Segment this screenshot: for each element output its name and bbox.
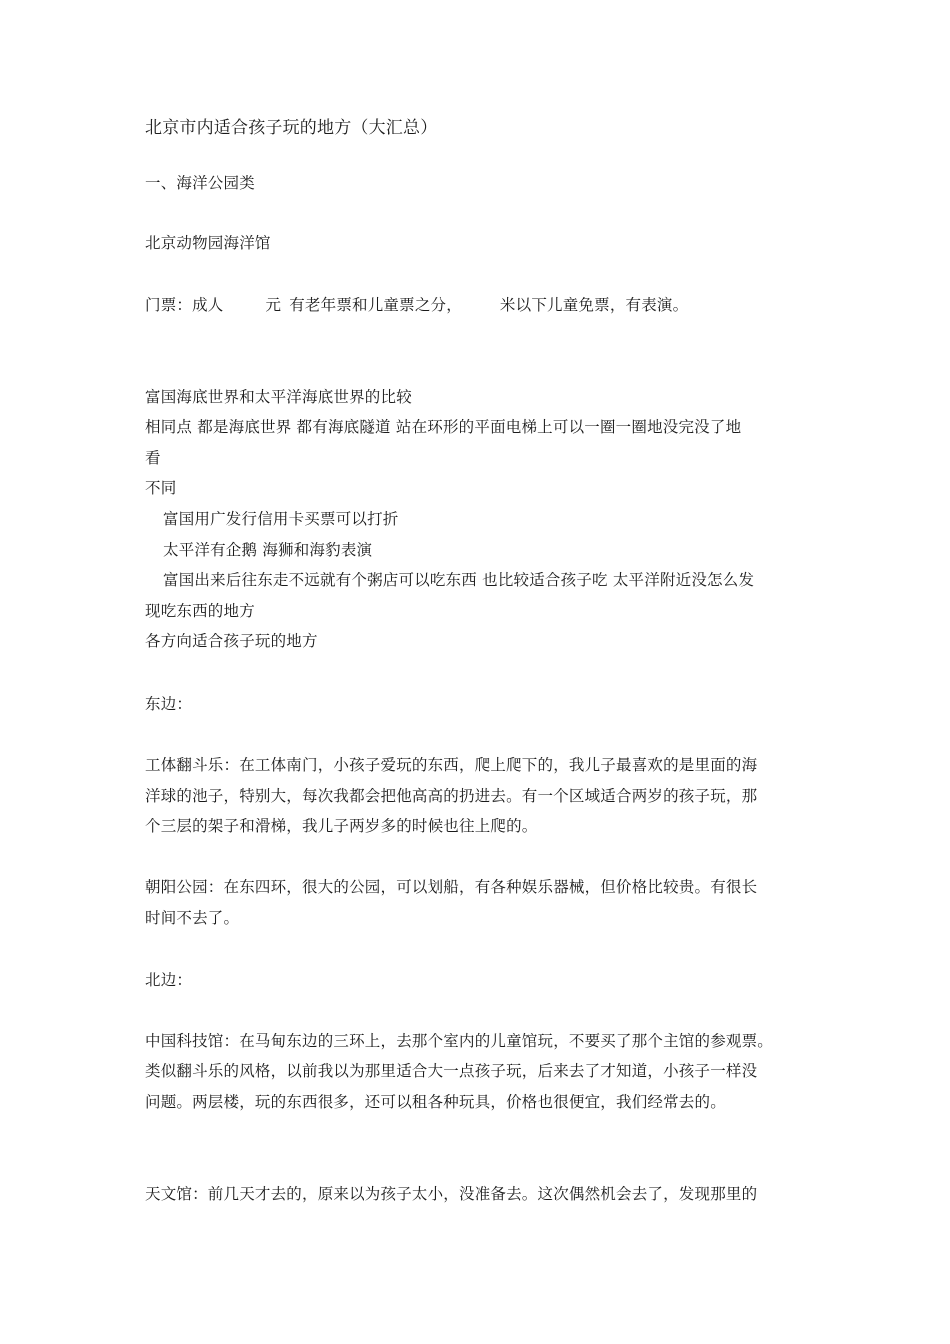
- similarities-line: 看: [145, 449, 161, 467]
- paragraph-line: 天文馆：前几天才去的，原来以为孩子太小，没准备去。这次偶然机会去了，发现那里的: [145, 1185, 758, 1203]
- north-heading: 北边：: [145, 971, 193, 989]
- differences-label: 不同: [145, 479, 177, 497]
- difference-item: 富国出来后往东走不远就有个粥店可以吃东西 也比较适合孩子吃 太平洋附近没怎么发: [163, 571, 755, 589]
- ticket-yuan: 元: [265, 296, 282, 314]
- similarities-line: 相同点 都是海底世界 都有海底隧道 站在环形的平面电梯上可以一圈一圈地没完没了地: [145, 418, 742, 436]
- difference-item: 太平洋有企鹅 海狮和海豹表演: [163, 541, 373, 559]
- ticket-free: 米以下儿童免票，有表演。: [499, 296, 689, 314]
- paragraph-line: 工体翻斗乐：在工体南门，小孩子爱玩的东西，爬上爬下的，我儿子最喜欢的是里面的海: [145, 756, 758, 774]
- paragraph-line: 中国科技馆：在马甸东边的三环上，去那个室内的儿童馆玩，不要买了那个主馆的参观票。: [145, 1032, 774, 1050]
- paragraph-line: 时间不去了。: [145, 909, 240, 927]
- document-title: 北京市内适合孩子玩的地方（大汇总）: [145, 118, 438, 138]
- paragraph-line: 类似翻斗乐的风格，以前我以为那里适合大一点孩子玩，后来去了才知道，小孩子一样没: [145, 1062, 758, 1080]
- directions-title: 各方向适合孩子玩的地方: [145, 632, 318, 650]
- difference-item: 现吃东西的地方: [145, 602, 255, 620]
- ticket-label: 门票：成人: [145, 296, 224, 314]
- comparison-title: 富国海底世界和太平洋海底世界的比较: [145, 388, 412, 406]
- section-heading: 一、海洋公园类: [145, 174, 255, 192]
- paragraph-line: 个三层的架子和滑梯，我儿子两岁多的时候也往上爬的。: [145, 817, 538, 835]
- ticket-note: 有老年票和儿童票之分，: [289, 296, 462, 314]
- ticket-line: [145, 295, 688, 315]
- paragraph-line: 洋球的池子，特别大，每次我都会把他高高的扔进去。有一个区域适合两岁的孩子玩，那: [145, 787, 758, 805]
- aquarium-name: 北京动物园海洋馆: [145, 234, 271, 252]
- east-heading: 东边：: [145, 695, 193, 713]
- difference-item: 富国用广发行信用卡买票可以打折: [163, 510, 399, 528]
- paragraph-line: 朝阳公园：在东四环，很大的公园，可以划船，有各种娱乐器械，但价格比较贵。有很长: [145, 878, 758, 896]
- paragraph-line: 问题。两层楼，玩的东西很多，还可以租各种玩具，价格也很便宜，我们经常去的。: [145, 1093, 726, 1111]
